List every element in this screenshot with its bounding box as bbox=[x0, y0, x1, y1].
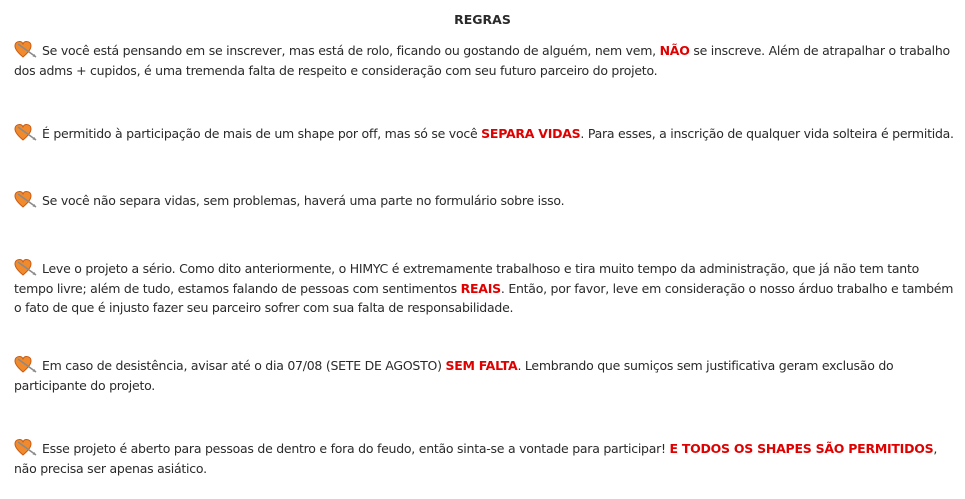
heart-arrow-icon bbox=[14, 438, 38, 457]
heart-arrow-icon bbox=[14, 190, 38, 209]
rule-2-text: É permitido à participação de mais de um shape por off, mas só se você bbox=[42, 126, 478, 141]
rule-5-text-end: . Lembrando que sumiços sem justificativa geram exclusão do participante do projeto. bbox=[14, 358, 894, 393]
rule-4 bbox=[14, 258, 960, 318]
rule-2 bbox=[14, 123, 960, 144]
rule-3-text: Se você não separa vidas, sem problemas, haverá uma parte no formulário sobre isso. bbox=[42, 193, 565, 208]
rule-3 bbox=[14, 190, 960, 211]
rule-6-text-end: , não precisa ser apenas asiático. bbox=[14, 441, 938, 476]
heart-arrow-icon bbox=[14, 123, 38, 142]
page-title: REGRAS bbox=[454, 12, 511, 27]
heart-arrow-icon bbox=[14, 40, 38, 59]
rule-5 bbox=[14, 355, 960, 395]
rule-2-emphasis: SEPARA VIDAS bbox=[481, 126, 581, 141]
heart-arrow-icon bbox=[14, 355, 38, 374]
rule-5-text: Em caso de desistência, avisar até o dia 07/08 (SETE DE AGOSTO) bbox=[42, 358, 442, 373]
rule-2-text-end: . Para esses, a inscrição de qualquer vida solteira é permitida. bbox=[580, 126, 954, 141]
rule-1-text-end: se inscreve. Além de atrapalhar o trabalho dos adms + cupidos, é uma tremenda falta de respeito e consideração com seu futuro parceiro do projeto. bbox=[14, 43, 950, 78]
rule-6 bbox=[14, 438, 960, 478]
heart-arrow-icon bbox=[14, 258, 38, 277]
rule-4-text: Leve o projeto a sério. Como dito anteriormente, o HIMYC é extremamente trabalhoso e tira muito tempo da administração, que já não tem tanto tempo livre; além de tudo, estamos falando de pessoas com sentimentos bbox=[14, 261, 920, 296]
rule-6-text: Esse projeto é aberto para pessoas de dentro e fora do feudo, então sinta-se a vontade para participar! bbox=[42, 441, 666, 456]
rule-1 bbox=[14, 40, 960, 80]
rule-4-text-end: . Então, por favor, leve em consideração o nosso árduo trabalho e também o fato de que é injusto fazer seu parceiro sofrer com sua falta de responsabilidade. bbox=[14, 280, 954, 315]
rule-5-emphasis: SEM FALTA bbox=[445, 358, 518, 373]
rule-1-emphasis: NÃO bbox=[659, 43, 690, 58]
rule-6-emphasis: E TODOS OS SHAPES SÃO PERMITIDOS bbox=[669, 441, 934, 456]
rule-1-text: Se você está pensando em se inscrever, mas está de rolo, ficando ou gostando de alguém, nem vem, bbox=[42, 43, 656, 58]
rule-4-emphasis: REAIS bbox=[460, 280, 501, 296]
